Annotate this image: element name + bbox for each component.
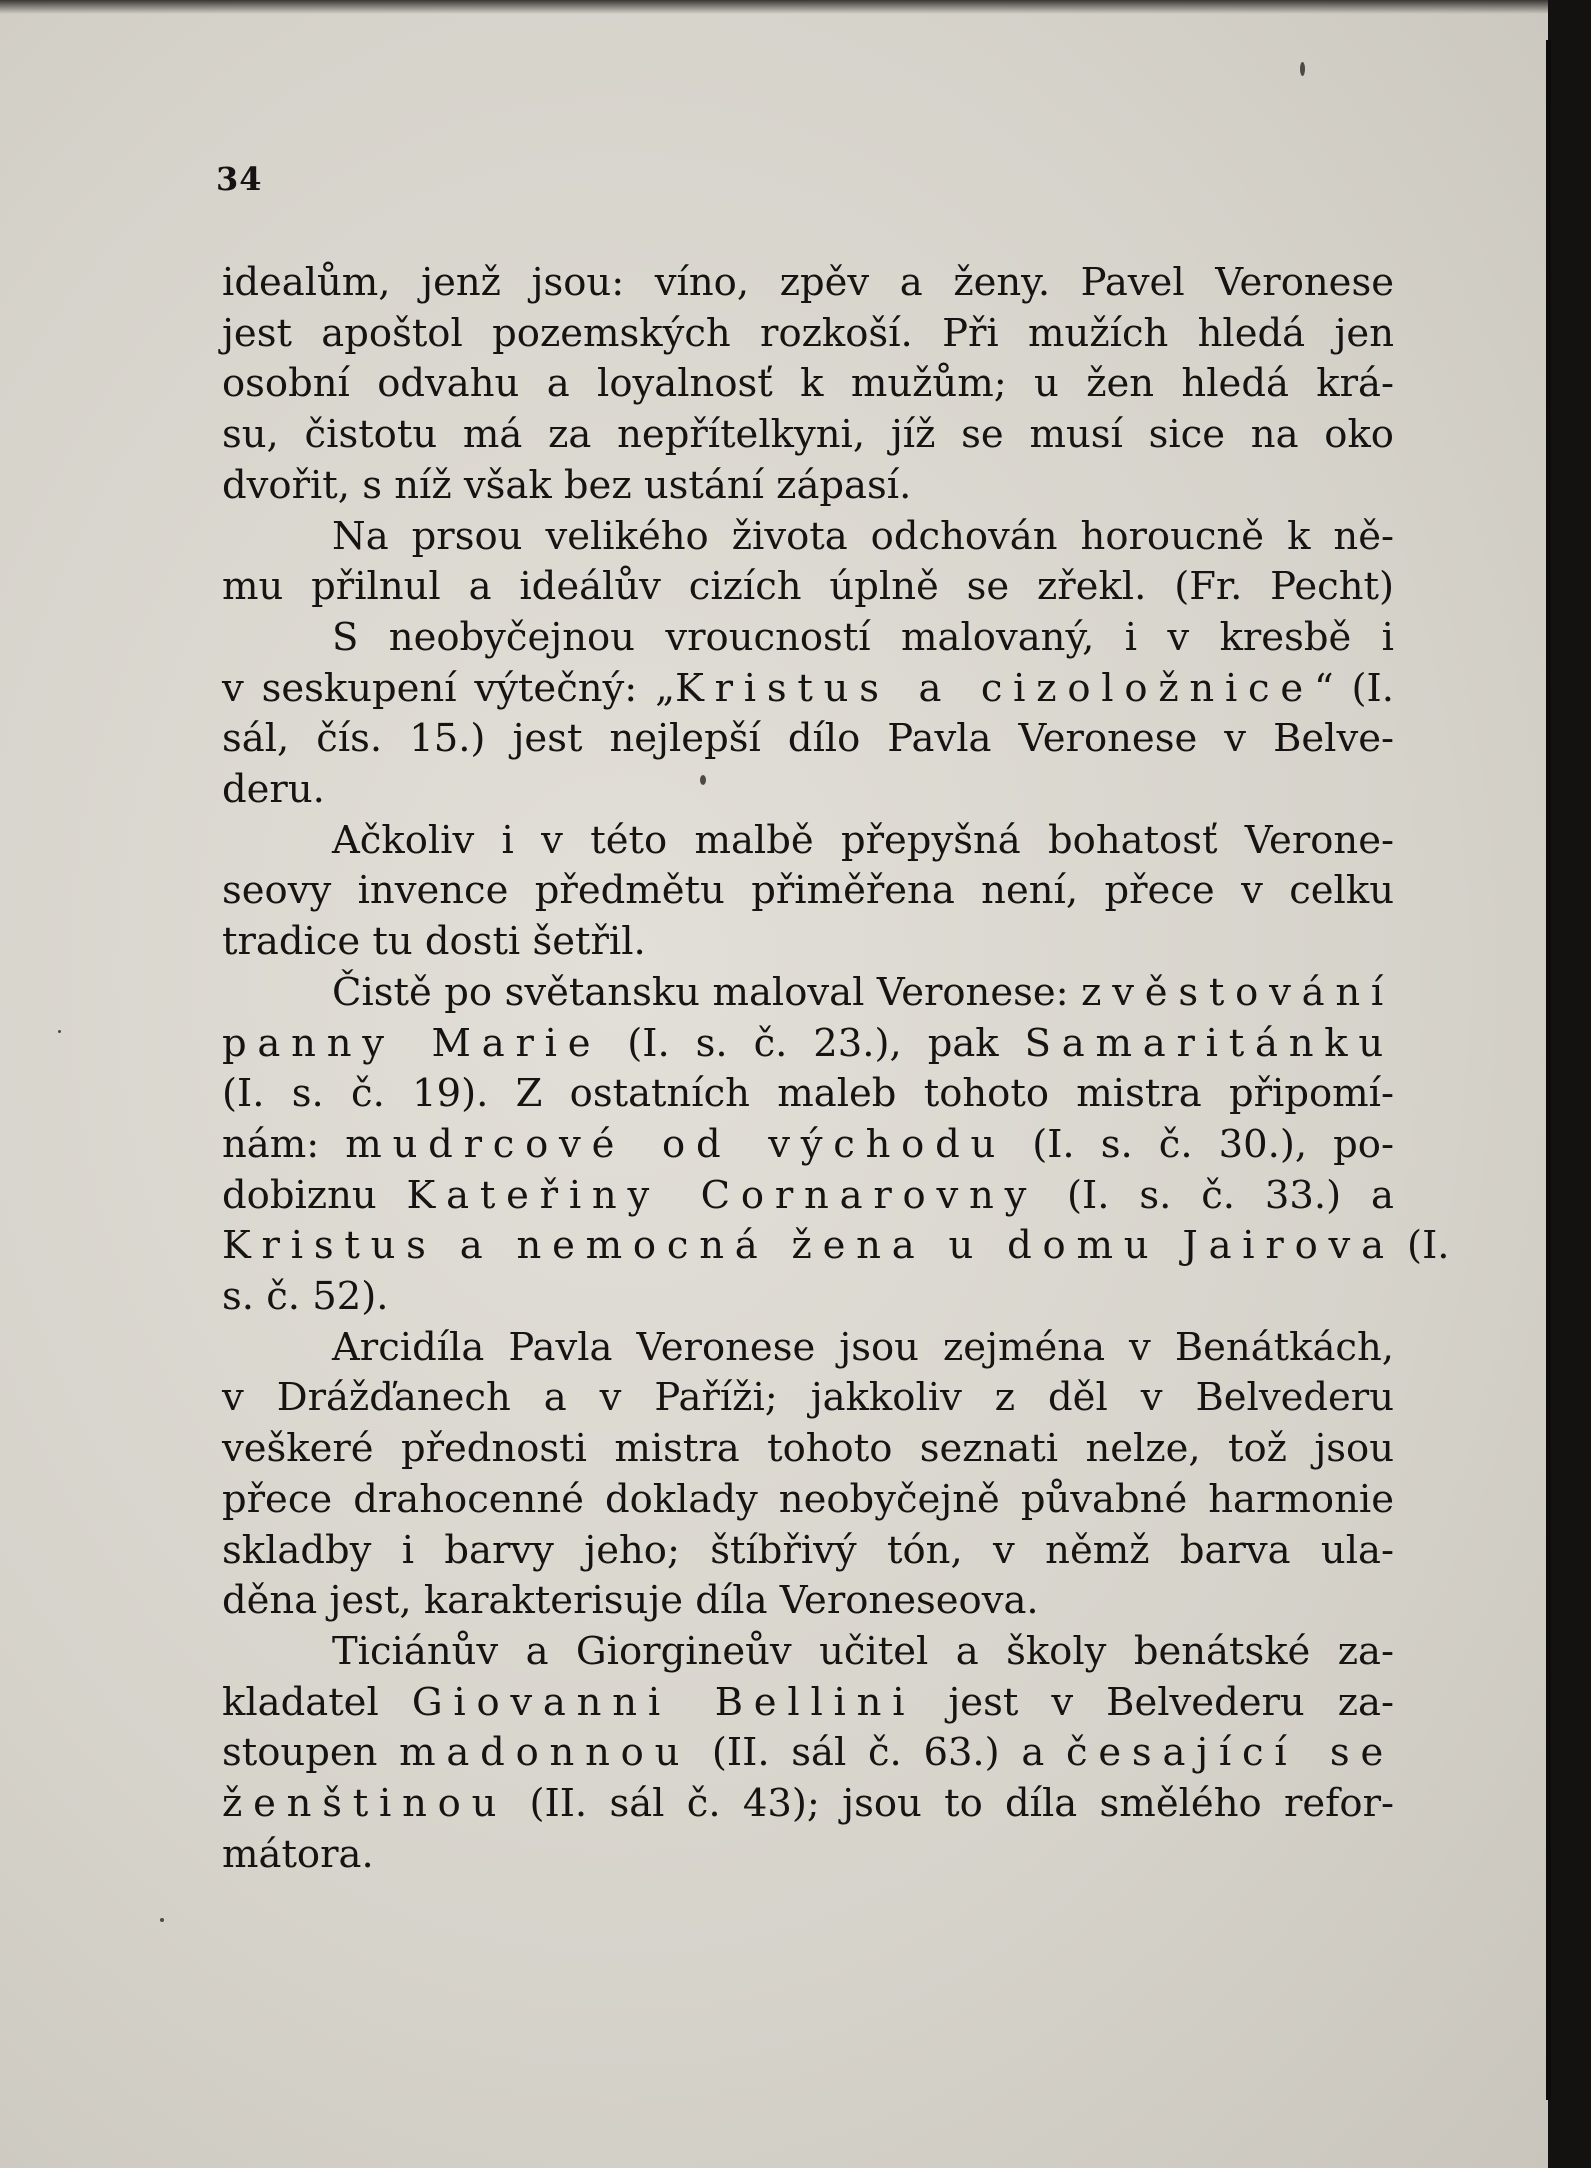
text-line: v Drážďanech a v Paříži; jakkoliv z děl v Belvederu — [222, 1375, 1394, 1421]
book-binding-edge — [1548, 0, 1591, 2168]
text-line: kladatel Giovanni Bellini jest v Belvederu za- — [222, 1679, 1394, 1725]
body-text — [222, 258, 1450, 1881]
page-number: 34 — [216, 160, 263, 198]
text-line: (I. s. č. 19). Z ostatních maleb tohoto mistra připomí- — [222, 1071, 1394, 1117]
text-line: Ticiánův a Giorgineův učitel a školy benátské za- — [332, 1628, 1394, 1674]
text-line: Čistě po světansku maloval Veronese: zvěstování — [332, 969, 1394, 1015]
text-line: idealům, jenž jsou: víno, zpěv a ženy. Pavel Veronese — [222, 260, 1394, 305]
text-line: osobní odvahu a loyalnosť k mužům; u žen hledá krá- — [222, 361, 1394, 407]
text-line: S neobyčejnou vroucností malovaný, i v kresbě i — [332, 614, 1394, 660]
scan-speck — [1300, 62, 1305, 76]
artwork-title: zvěstování — [1081, 969, 1394, 1015]
text-line: s. č. 52). — [222, 1274, 389, 1320]
text-line: tradice tu dosti šetřil. — [222, 919, 646, 965]
scan-speck — [700, 775, 706, 785]
page-top-shadow — [0, 0, 1548, 14]
scan-speck — [160, 1918, 164, 1922]
artwork-title: Kateřiny Cornarovny — [406, 1172, 1038, 1218]
artwork-title: mudrcové od východu — [345, 1121, 1007, 1167]
text-line: mátora. — [222, 1831, 374, 1877]
text-line: Na prsou velikého života odchován horoucně k ně- — [332, 513, 1394, 559]
text-line: děna jest, karakterisuje díla Veroneseova. — [222, 1578, 1039, 1624]
text-line: přece drahocenné doklady neobyčejně půvabné harmonie — [222, 1476, 1394, 1522]
page-edge-line — [1546, 40, 1551, 2100]
text-line: su, čistotu má za nepřítelkyni, jíž se musí sice na oko — [222, 412, 1394, 458]
text-line: panny Marie (I. s. č. 23.), pak Samaritánku — [222, 1020, 1394, 1066]
text-line: dobiznu Kateřiny Cornarovny (I. s. č. 33.) a — [222, 1172, 1395, 1218]
artwork-title: ženštinou — [222, 1781, 508, 1827]
text-line: nám: mudrcové od východu (I. s. č. 30.), po- — [222, 1121, 1394, 1167]
artwork-title: česající se — [1066, 1730, 1395, 1776]
text-line: dvořit, s níž však bez ustání zápasí. — [222, 462, 912, 508]
text-line: ženštinou (II. sál č. 43); jsou to díla smělého refor- — [222, 1781, 1394, 1827]
text-line: deru. — [222, 767, 325, 813]
text-line: skladby i barvy jeho; štíbřivý tón, v němž barva ula- — [222, 1527, 1394, 1573]
text-line: mu přilnul a ideálův cizích úplně se zřekl. (Fr. Pecht) — [222, 564, 1394, 610]
text-line: Kristus a nemocná žena u domu Jairova (I. — [222, 1223, 1450, 1269]
artwork-title: Kristus a nemocná žena u domu Jairova — [222, 1223, 1395, 1269]
text-line: stoupen madonnou (II. sál č. 63.) a česající se — [222, 1730, 1395, 1776]
scan-speck — [58, 1030, 61, 1033]
text-line: sál, čís. 15.) jest nejlepší dílo Pavla Veronese v Belve- — [222, 716, 1394, 762]
text-line: jest apoštol pozemských rozkoší. Při mužích hledá jen — [222, 310, 1394, 356]
artist-name: Giovanni Bellini — [411, 1679, 916, 1725]
text-line: Arcidíla Pavla Veronese jsou zejména v Benátkách, — [332, 1324, 1394, 1370]
text-line: seovy invence předmětu přiměřena není, přece v celku — [222, 868, 1394, 914]
artwork-title: panny Marie — [222, 1020, 602, 1066]
artwork-title: madonnou — [399, 1730, 691, 1776]
artwork-title: Kristus a cizoložnice — [675, 665, 1314, 711]
artwork-title: Samaritánku — [1024, 1020, 1394, 1066]
text-line: Ačkoliv i v této malbě přepyšná bohatosť Verone- — [332, 817, 1394, 863]
text-line: v seskupení výtečný: „Kristus a cizoložnice“ (I. — [222, 665, 1394, 711]
text-line: veškeré přednosti mistra tohoto seznati nelze, tož jsou — [222, 1426, 1394, 1472]
